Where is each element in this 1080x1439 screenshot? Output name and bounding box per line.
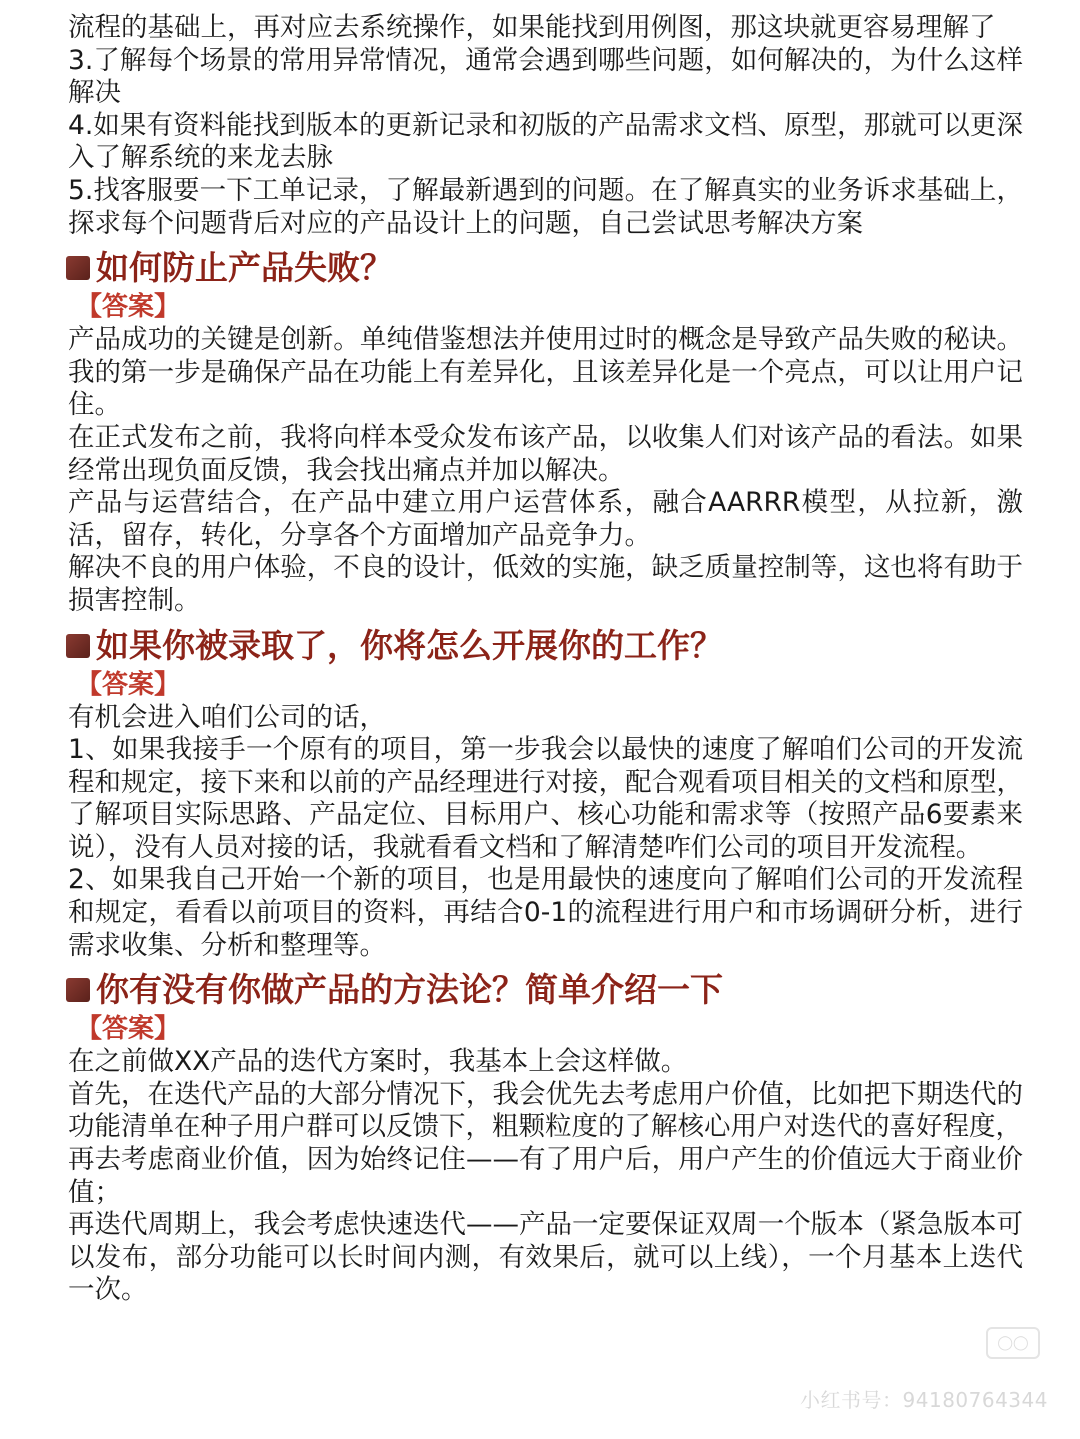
square-bullet-icon bbox=[66, 256, 90, 280]
paragraph: 产品与运营结合，在产品中建立用户运营体系，融合AARRR模型，从拉新，激活，留存，转化，分享各个方面增加产品竞争力。 bbox=[68, 487, 1023, 551]
paragraph: 2、如果我自己开始一个新的项目，也是用最快的速度向了解咱们公司的开发流程和规定，看看以前项目的资料，再结合0-1的流程进行用户和市场调研分析，进行需求收集、分析和整理等。 bbox=[68, 864, 1023, 961]
section-heading-text: 如果你被录取了，你将怎么开展你的工作？ bbox=[96, 625, 723, 665]
watermark-text: 小红书号：94180764344 bbox=[800, 1388, 1048, 1412]
document-page bbox=[68, 12, 1023, 1307]
section-heading bbox=[66, 968, 1023, 1012]
paragraph: 有机会进入咱们公司的话， bbox=[68, 701, 386, 733]
section-methodology bbox=[68, 968, 1023, 1307]
paragraph: 再迭代周期上，我会考虑快速迭代——产品一定要保证双周一个版本（紧急版本可以发布，部分功能可以长时间内测，有效果后，就可以上线），一个月基本上迭代一次。 bbox=[68, 1209, 1023, 1306]
section-start-work bbox=[68, 624, 1023, 963]
paragraph: 在正式发布之前，我将向样本受众发布该产品，以收集人们对该产品的看法。如果经常出现负面反馈，我会找出痛点并加以解决。 bbox=[68, 421, 1023, 486]
square-bullet-icon bbox=[66, 978, 90, 1002]
section-heading bbox=[66, 624, 1023, 668]
paragraph: 产品成功的关键是创新。单纯借鉴想法并使用过时的概念是导致产品失败的秘诀。我的第一步是确保产品在功能上有差异化，且该差异化是一个亮点，可以让用户记住。 bbox=[68, 324, 1023, 421]
section-heading-text: 如何防止产品失败？ bbox=[96, 248, 393, 288]
paragraph: 5.找客服要一下工单记录，了解最新遇到的问题。在了解真实的业务诉求基础上，探求每个问题背后对应的产品设计上的问题，自己尝试思考解决方案 bbox=[68, 174, 1023, 239]
paragraph: 1、如果我接手一个原有的项目，第一步我会以最快的速度了解咱们公司的开发流程和规定，接下来和以前的产品经理进行对接，配合观看项目相关的文档和原型，了解项目实际思路、产品定位、目标用户、核心功能和需求等（按照产品6要素来说），没有人员对接的话，我就看看文档和了解清楚咋们公司的项目开发流程。 bbox=[68, 734, 1023, 863]
paragraph: 解决不良的用户体验，不良的设计，低效的实施，缺乏质量控制等，这也将有助于损害控制。 bbox=[68, 552, 1023, 616]
answer-label: 【答案】 bbox=[76, 669, 181, 700]
answer-label: 【答案】 bbox=[76, 1014, 181, 1045]
paragraph: 3.了解每个场景的常用异常情况，通常会遇到哪些问题，如何解决的，为什么这样解决 bbox=[68, 44, 1023, 109]
section-heading bbox=[66, 246, 1023, 290]
square-bullet-icon bbox=[66, 634, 90, 658]
intro-block bbox=[68, 12, 1023, 240]
paragraph: 首先，在迭代产品的大部分情况下，我会优先去考虑用户价值，比如把下期迭代的功能清单在种子用户群可以反馈下，粗颗粒度的了解核心用户对迭代的喜好程度， bbox=[68, 1078, 1023, 1143]
answer-label: 【答案】 bbox=[76, 292, 181, 323]
paragraph: 流程的基础上，再对应去系统操作，如果能找到用例图，那这块就更容易理解了 bbox=[68, 12, 996, 43]
section-prevent-failure bbox=[68, 246, 1023, 617]
paragraph: 4.如果有资料能找到版本的更新记录和初版的产品需求文档、原型，那就可以更深入了解系统的来龙去脉 bbox=[68, 109, 1023, 174]
section-heading-text: 你有没有你做产品的方法论？简单介绍一下 bbox=[96, 970, 723, 1010]
watermark-logo-icon: ◯◯ bbox=[986, 1327, 1040, 1359]
paragraph: 在之前做XX产品的迭代方案时，我基本上会这样做。 bbox=[68, 1046, 688, 1078]
paragraph: 再去考虑商业价值，因为始终记住——有了用户后，用户产生的价值远大于商业价值； bbox=[68, 1144, 1023, 1208]
